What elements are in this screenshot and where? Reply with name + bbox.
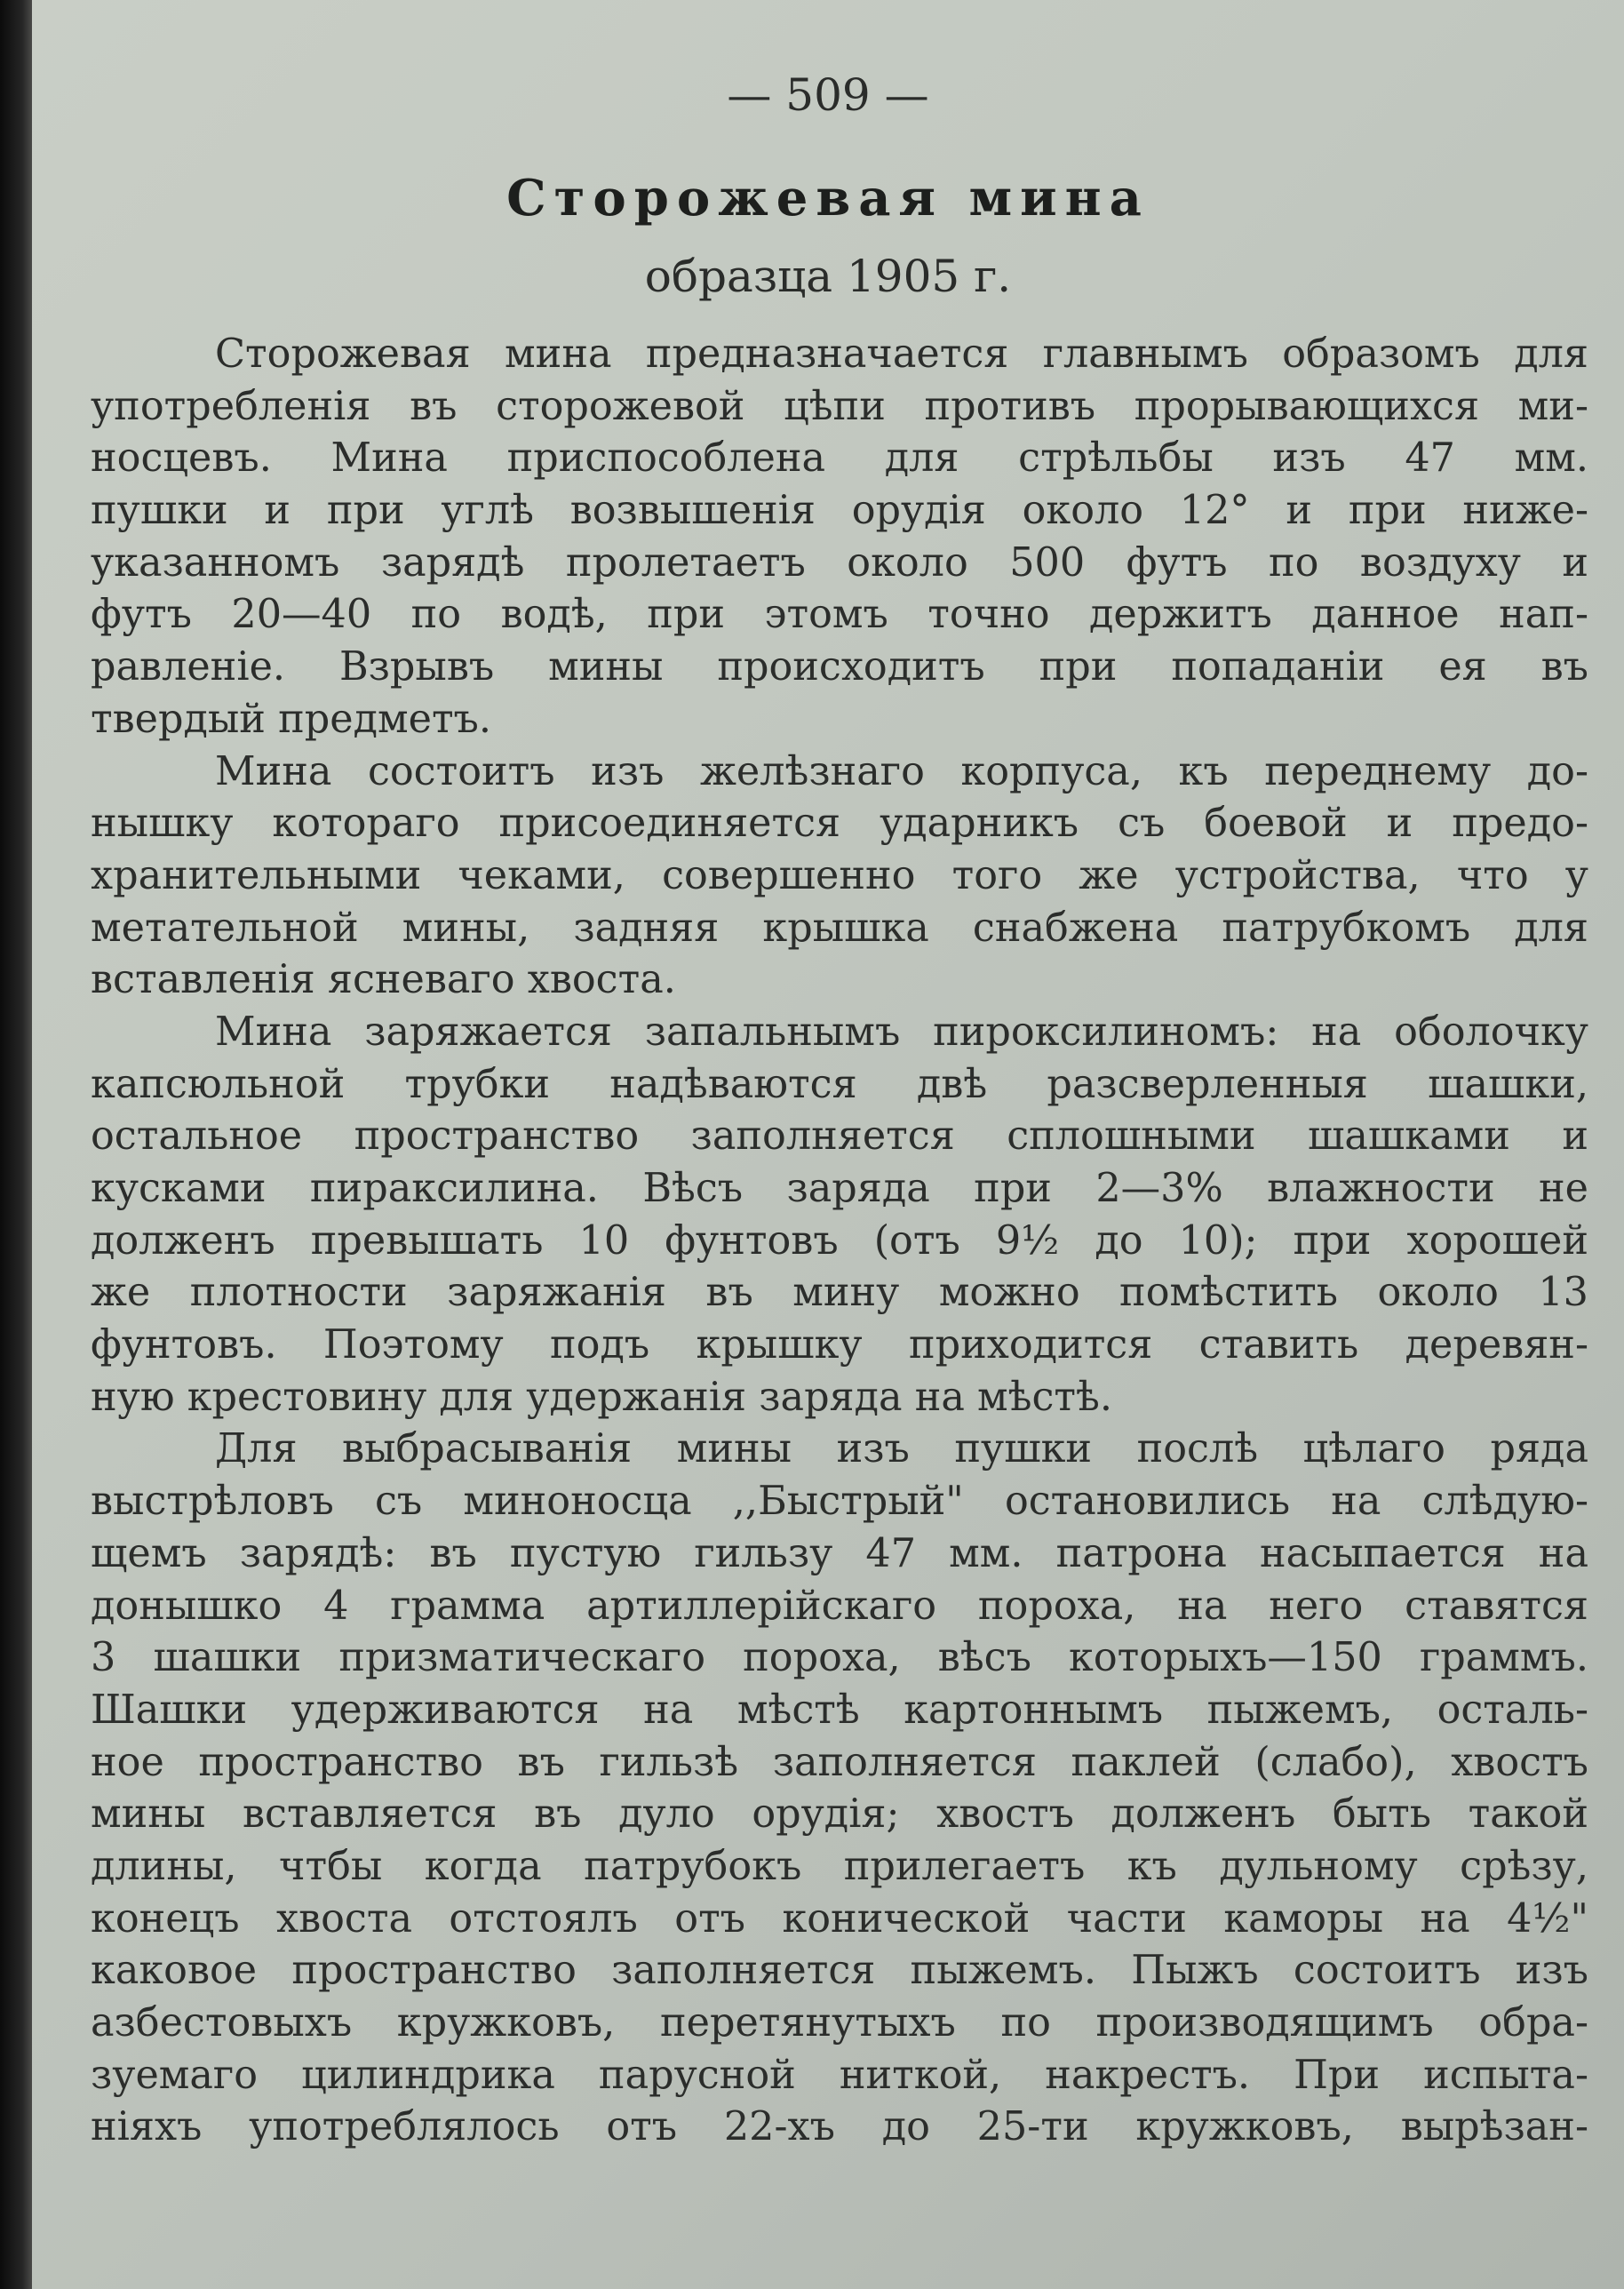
text-line: азбестовыхъ кружковъ, перетянутыхъ по производящимъ обра- (91, 2000, 1588, 2046)
book-page (32, 0, 1624, 2289)
text-line: Для выбрасыванія мины изъ пушки послѣ цѣлаго ряда (215, 1426, 1588, 1472)
text-line: кусками пираксилина. Вѣсъ заряда при 2—3% влажности не (91, 1166, 1588, 1211)
text-line: капсюльной трубки надѣваются двѣ разсверленныя шашки, (91, 1061, 1588, 1107)
text-line: зуемаго цилиндрика парусной ниткой, накрестъ. При испыта- (91, 2052, 1588, 2098)
text-line: равленіе. Взрывъ мины происходитъ при попаданіи ея въ (91, 644, 1588, 690)
page-title: Сторожевая мина (506, 169, 1150, 227)
text-line: нышку котораго присоединяется ударникъ съ боевой и предо- (91, 801, 1588, 847)
body-text (91, 329, 1588, 2154)
text-line: Шашки удерживаются на мѣстѣ картоннымъ пыжемъ, осталь- (91, 1687, 1588, 1733)
text-line: вставленія ясневаго хвоста. (91, 957, 676, 1003)
text-line: Сторожевая мина предназначается главнымъ образомъ для (215, 331, 1588, 377)
text-line: употребленія въ сторожевой цѣпи противъ прорывающихся ми- (91, 383, 1588, 429)
text-line: фунтовъ. Поэтому подъ крышку приходится ставить деревян- (91, 1322, 1588, 1368)
text-line: выстрѣловъ съ миноносца ,,Быстрый" остановились на слѣдую- (91, 1479, 1588, 1525)
text-line: же плотности заряжанія въ мину можно помѣстить около 13 (91, 1270, 1588, 1316)
text-line: 3 шашки призматическаго пороха, вѣсъ которыхъ—150 граммъ. (91, 1635, 1588, 1681)
text-line: остальное пространство заполняется сплошными шашками и (91, 1113, 1588, 1160)
text-line: ніяхъ употреблялось отъ 22-хъ до 25-ти кружковъ, вырѣзан- (91, 2104, 1588, 2150)
text-line: длины, чтбы когда патрубокъ прилегаетъ къ дульному срѣзу, (91, 1843, 1588, 1889)
text-line: футъ 20—40 по водѣ, при этомъ точно держитъ данное нап- (91, 592, 1588, 638)
page-subtitle: образца 1905 г. (644, 251, 1012, 302)
text-line: метательной мины, задняя крышка снабжена патрубкомъ для (91, 905, 1588, 951)
paragraph (91, 329, 1588, 746)
paragraph (91, 1007, 1588, 1424)
text-line: донышко 4 грамма артиллерійскаго пороха, на него ставятся (91, 1583, 1588, 1629)
text-line: долженъ превышать 10 фунтовъ (отъ 9½ до 10); при хорошей (91, 1217, 1588, 1264)
text-line: указанномъ зарядѣ пролетаетъ около 500 футъ по воздуху и (91, 539, 1588, 586)
text-line: хранительными чеками, совершенно того же устройства, что у (91, 852, 1588, 898)
text-line: твердый предметъ. (91, 696, 492, 742)
paragraph (91, 1424, 1588, 2154)
paragraph (91, 746, 1588, 1007)
text-line: мины вставляется въ дуло орудія; хвостъ долженъ быть такой (91, 1791, 1588, 1838)
text-line: конецъ хвоста отстоялъ отъ конической части каморы на 4½" (91, 1895, 1588, 1942)
text-line: носцевъ. Мина приспособлена для стрѣльбы изъ 47 мм. (91, 435, 1588, 482)
text-line: пушки и при углѣ возвышенія орудія около 12° и при ниже- (91, 488, 1588, 534)
text-line: Мина состоитъ изъ желѣзнаго корпуса, къ переднему до- (215, 748, 1588, 794)
page-number: — 509 — (727, 69, 929, 121)
book-gutter-shadow (0, 0, 32, 2289)
text-line: каковое пространство заполняется пыжемъ. Пыжъ состоитъ изъ (91, 1948, 1588, 1994)
text-line: щемъ зарядѣ: въ пустую гильзу 47 мм. патрона насыпается на (91, 1530, 1588, 1576)
text-line: ное пространство въ гильзѣ заполняется паклей (слабо), хвостъ (91, 1739, 1588, 1785)
text-line: Мина заряжается запальнымъ пироксилиномъ: на оболочку (215, 1009, 1588, 1055)
text-line: ную крестовину для удержанія заряда на мѣстѣ. (91, 1374, 1113, 1420)
